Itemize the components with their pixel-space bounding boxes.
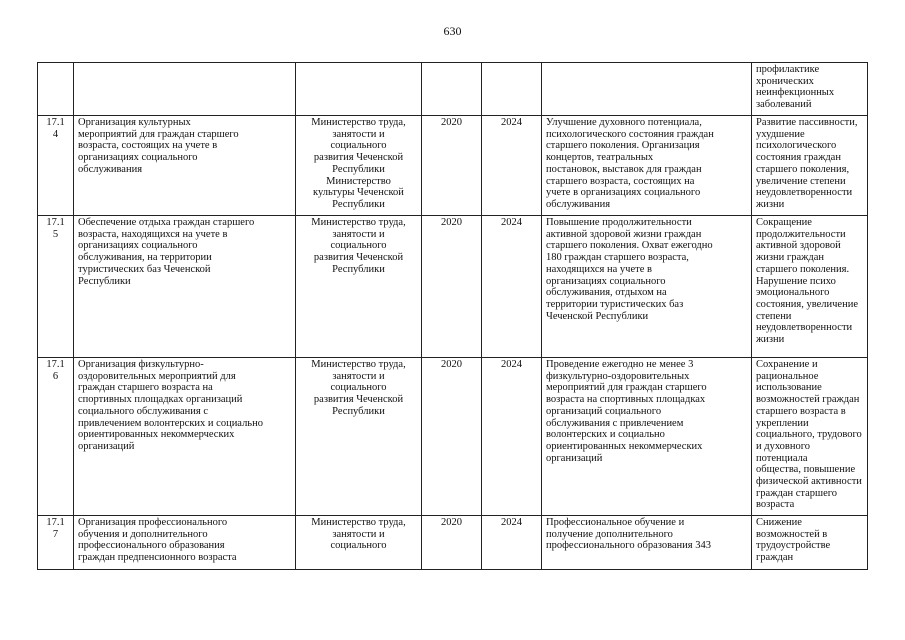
cell-consequences: Развитие пассивности, ухудшение психологического состояния граждан старшего поколения, увеличение степени неудовлетворенности жизни [752, 116, 868, 216]
cell-expected-result [542, 63, 752, 116]
cell-start-year: 2020 [422, 216, 482, 358]
page-number: 630 [443, 24, 462, 38]
cell-executors: Министерство труда, занятости и социального [296, 516, 422, 570]
cell-num: 17.1 4 [38, 116, 74, 216]
cell-num: 17.1 5 [38, 216, 74, 358]
table-row [38, 358, 868, 516]
cell-end-year: 2024 [482, 216, 542, 358]
cell-executors: Министерство труда, занятости и социального развития Чеченской Республики Министерство культуры Чеченской Республики [296, 116, 422, 216]
cell-num: 17.1 6 [38, 358, 74, 516]
consequences-text: профилактике хронических неинфекционных заболеваний [756, 64, 835, 111]
cell-executors [296, 63, 422, 116]
table-row [38, 516, 868, 570]
cell-start-year: 2020 [422, 116, 482, 216]
table-row [38, 116, 868, 216]
cell-name [74, 63, 296, 116]
cell-start-year: 2020 [422, 516, 482, 570]
cell-name: Организация физкультурно- оздоровительных мероприятий для граждан старшего возраста на спортивных площадках организаций социального обслуживания с привлечением волонтерских и социально ориентированных некоммерческих организаций [74, 358, 296, 516]
cell-consequences [752, 63, 868, 116]
cell-expected-result: Повышение продолжительности активной здоровой жизни граждан старшего поколения. Охват ежегодно 180 граждан старшего возраста, находящихся на учете в организациях социального обслуживания, отдыхом на территории туристических баз Чеченской Республики [542, 216, 752, 358]
cell-start-year: 2020 [422, 358, 482, 516]
cell-end-year [482, 63, 542, 116]
cell-name: Организация культурных мероприятий для граждан старшего возраста, состоящих на учете в организациях социального обслуживания [74, 116, 296, 216]
cell-expected-result: Проведение ежегодно не менее 3 физкультурно-оздоровительных мероприятий для граждан старшего возраста на спортивных площадках организаций социального обслуживания с привлечением волонтерских и социально ориентированных некоммерческих организаций [542, 358, 752, 516]
cell-consequences: Снижение возможностей в трудоустройстве граждан [752, 516, 868, 570]
cell-start-year [422, 63, 482, 116]
cell-executors: Министерство труда, занятости и социального развития Чеченской Республики [296, 358, 422, 516]
table-row [38, 216, 868, 358]
table-row-continuation [38, 63, 868, 116]
cell-expected-result: Улучшение духовного потенциала, психологического состояния граждан старшего поколения. Организация концертов, театральных постановок, выставок для граждан старшего возраста, состоящих на учете в организациях социального обслуживания [542, 116, 752, 216]
cell-end-year: 2024 [482, 116, 542, 216]
cell-expected-result: Профессиональное обучение и получение дополнительного профессионального образования 343 [542, 516, 752, 570]
cell-consequences: Сокращение продолжительности активной здоровой жизни граждан старшего поколения. Нарушение психо эмоционального состояния, увеличение степени неудовлетворенности жизни [752, 216, 868, 358]
cell-num: 17.1 7 [38, 516, 74, 570]
cell-name: Организация профессионального обучения и дополнительного профессионального образования граждан предпенсионного возраста [74, 516, 296, 570]
cell-name: Обеспечение отдыха граждан старшего возраста, находящихся на учете в организациях социального обслуживания, на территории туристических баз Чеченской Республики [74, 216, 296, 358]
cell-executors: Министерство труда, занятости и социального развития Чеченской Республики [296, 216, 422, 358]
cell-num [38, 63, 74, 116]
cell-end-year: 2024 [482, 516, 542, 570]
cell-end-year: 2024 [482, 358, 542, 516]
cell-consequences: Сохранение и рациональное использование возможностей граждан старшего возраста в укреплении социального, трудового и духовного потенциала общества, повышение физической активности граждан старшего возраста [752, 358, 868, 516]
activities-table [37, 62, 868, 570]
